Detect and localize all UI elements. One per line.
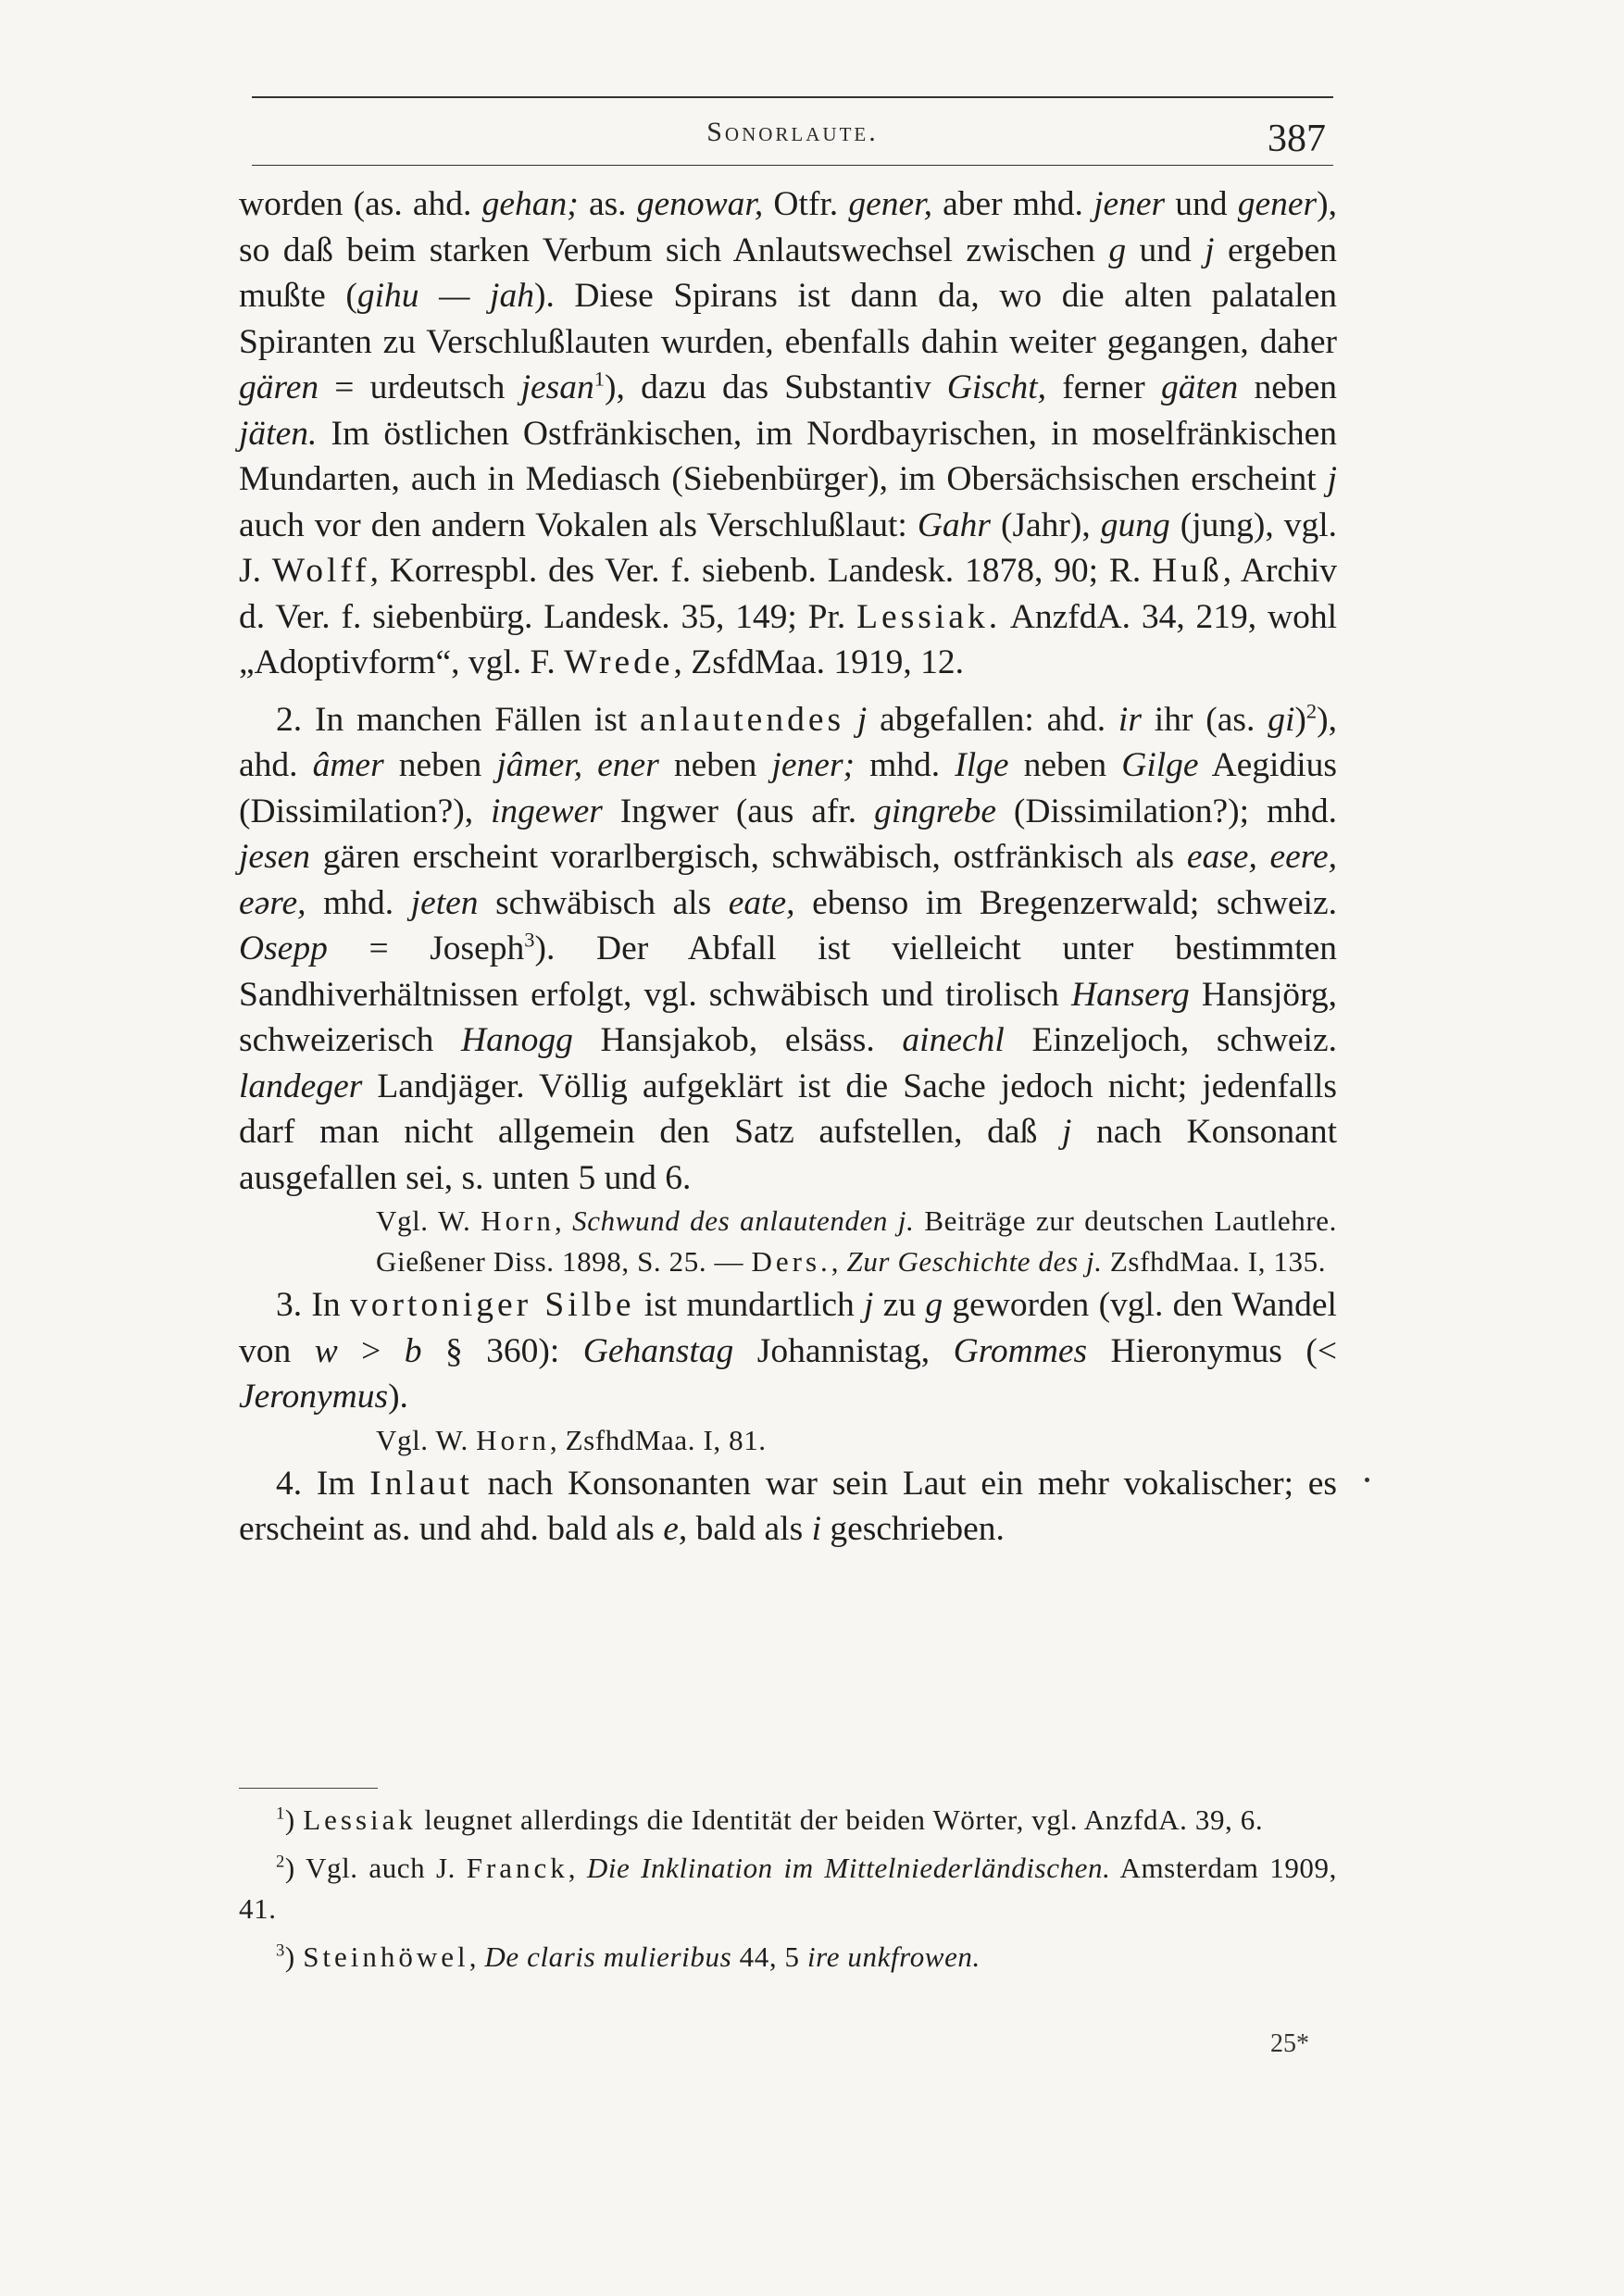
running-title: Sonorlaute. bbox=[706, 117, 879, 147]
printer-signature: 25* bbox=[1270, 2029, 1309, 2058]
footnote-ref-1: 1 bbox=[593, 367, 606, 391]
paragraph-4: 4. Im Inlaut nach Konsonanten war sein Laut ein mehr vokalischer; es erscheint as. und ahd. bald als e, bald als i geschrieben. bbox=[239, 1464, 1337, 1548]
paragraph-3: 3. In vortoniger Silbe ist mundartlich j zu g geworden (vgl. den Wandel von w > b § 360): Gehanstag Johannistag, Grommes Hieronymus (< Jeronymus). bbox=[239, 1286, 1337, 1416]
footnote-1: $^1$) Lessiak leugnet allerdings die Identität der beiden Wörter, vgl. AnzfdA. 39, 6. bbox=[276, 1803, 1264, 1836]
footnote-ref-3: 3 bbox=[524, 928, 535, 952]
top-rule bbox=[252, 96, 1333, 98]
literature-note-2: Vgl. W. Horn, ZsfhdMaa. I, 81. bbox=[376, 1423, 767, 1456]
footnote-rule bbox=[239, 1788, 378, 1789]
literature-note-1: Vgl. W. Horn, Schwund des anlautenden j. Beiträge zur deutschen Lautlehre. Gießener Diss. 1898, S. 25. — Ders., Zur Geschichte des j. ZsfhdMaa. I, 135. bbox=[376, 1204, 1338, 1278]
footnotes bbox=[239, 1800, 1337, 1985]
page-number: 387 bbox=[1268, 118, 1326, 160]
footnote-ref-2: 2 bbox=[1305, 699, 1318, 722]
paragraph-2: 2. In manchen Fällen ist anlautendes j abgefallen: ahd. ir ihr (as. gi)$^2$), ahd. âmer neben jâmer, ener neben jener; mhd. Ilge neben Gilge Aegidius (Dissimilation?), ingewer Ingwer (aus afr. gingrebe (Dissimilation?); mhd. jesen gären erscheint vorarlbergisch, schwäbisch, ostfränkisch als ease, eere, eəre, mhd. jeten schwäbisch als eate, ebenso im Bregenzerwald; schweiz. Osepp = Joseph$^3$). Der Abfall ist vielleicht unter bestimmten Sandhiverhältnissen erfolgt, vgl. schwäbisch und tirolisch Hanserg Hansjörg, schweizerisch Hanogg Hansjakob, elsäss. ainechl Einzeljoch, schweiz. landeger Landjäger. Völlig aufgeklärt ist die Sache jedoch nicht; jedenfalls darf man nicht allgemein den Satz aufstellen, daß j nach Konsonant ausgefallen sei, s. unten 5 und 6. bbox=[239, 699, 1337, 1197]
footnote-3: $^3$) Steinhöwel, De claris mulieribus 44, 5 ire unkfrowen. bbox=[276, 1940, 981, 1973]
main-text bbox=[239, 181, 1337, 1553]
head-rule bbox=[252, 165, 1333, 166]
footnote-2: $^2$) Vgl. auch J. Franck, Die Inklination im Mittelniederländischen. Amsterdam 1909, 41. bbox=[239, 1852, 1337, 1925]
paragraph-1: worden (as. ahd. gehan; as. genowar, Otfr. gener, aber mhd. jener und gener), so daß beim starken Verbum sich Anlautswechsel zwischen g und j ergeben mußte (gihu — jah). Diese Spirans ist dann da, wo die alten palatalen Spiranten zu Verschlußlauten wurden, ebenfalls dahin weiter gegangen, daher gären = urdeutsch jesan$^1$), dazu das Substantiv Gischt, ferner gäten neben jäten. Im östlichen Ostfränkischen, im Nordbayrischen, in moselfränkischen Mundarten, auch in Mediasch (Siebenbürger), im Obersächsischen erscheint j auch vor den andern Vokalen als Verschlußlaut: Gahr (Jahr), gung (jung), vgl. J. Wolff, Korrespbl. des Ver. f. siebenb. Landesk. 1878, 90; R. Huß, Archiv d. Ver. f. siebenbürg. Landesk. 35, 149; Pr. Lessiak. AnzfdA. 34, 219, wohl „Adoptivform“, vgl. F. Wrede, ZsfdMaa. 1919, 12. bbox=[239, 185, 1337, 681]
running-head bbox=[252, 111, 1333, 167]
margin-speck bbox=[1365, 1478, 1369, 1482]
